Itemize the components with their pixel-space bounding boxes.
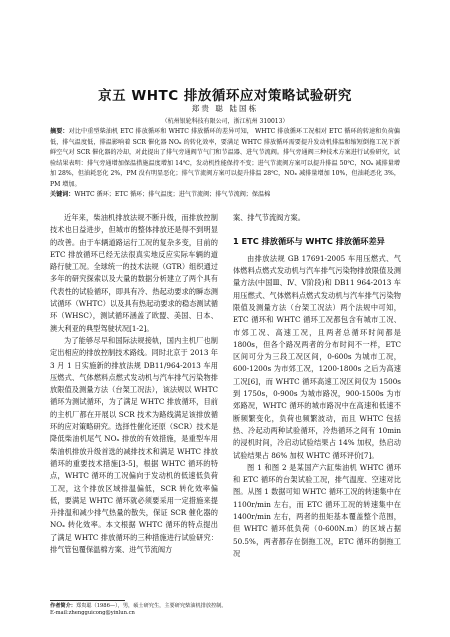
section1-paragraph-1: 由排放法规 GB 17691-2005 车用压燃式、气体燃料点燃式发动机与汽车排气污染物排放限值及测量方法(中国Ⅲ、Ⅳ、Ⅴ阶段)和 DB11 964-2013 车用压燃式、气体燃料点燃式发动机与汽车排气污染物限值及测量方法（台架工况法）两个法规中可知，ETC 循环和 WHTC 循环工况都包含有城市工况、市郊工况、高速工况，且两者总循环时间都是 1800s，但各个路况两者的分布时间不一样，ETC 区间可分为三段工况区间，0-600s 为城市工况，600-1200s 为市郊工况，1200-1800s 之后为高速工况[6]，而 WHTC 循环高速工况区间仅为 1500s 到 1750s，0-900s 为城市路况，900-1500s 为市郊路况，WHTC 循环的城市路况中在高速和低速不断频繁变化，负荷也频繁波动，而且 WHTC 包括热、冷起动两种试验循环，冷热循环之间有 10min 的浸机时间，冷启动试验结果占 14% 加权，热启动试验结果占 86% 加权 WHTC 循环评价[7]。 (233, 253, 401, 460)
paper-affiliation: （杭州银轮科技有限公司，浙江杭州 310013） (161, 118, 289, 125)
intro-continuation: 案、排气节流阀方案。 (233, 213, 305, 222)
intro-paragraph-2: 为了能够尽早和国际法规接轨，国内主机厂也制定出相应的排放控制技术路线。同时北京于 2013 年 3 月 1 日实施新的排放法规 DB11/964-2013 车用压燃式、气体燃料点燃式发动机与汽车排气污染物排放限值及测量方法（台架工况法），该法规以 WHTC 循环为测试循环，为了满足 WHTC 排放循环，目前的主机厂都在开展以 SCR 技术为路线满足该排放循环的应对策略研究。选择性催化还原（SCR）技术是降低柴油机尾气 NOₓ 排放的有效措施，是重型车用柴油机排放升级首选的减排技术和满足 WHTC 排放循环的重要技术措施[3-5]，根据 WHTC 循环的特点，WHTC 循环的工况偏向于发动机的低速低负荷工况，这个排放区域排温偏低，SCR 转化效率偏低，要满足 WHTC 循环就必须要采用一定措施来提升排温和减少排气热量的散失，保证 SCR 催化器的 NOₓ 转化效率。本文根据 WHTC 循环的特点提出了满足 WHTC 排放循环的三种措施进行试验研究：排气管包覆保温棉方案、进气节流阀方 (50, 335, 218, 555)
left-column (50, 212, 218, 556)
keywords-paragraph (50, 190, 400, 201)
abstract-paragraph (50, 127, 400, 190)
abstract-text: 对比中重型柴油机 ETC 排放循环和 WHTC 排放循环的差异可知， WHTC 排放循环工况相对 ETC 循环的转速和负荷偏低，排气温度低，排温影响着 SCR 催化器 NOₓ 的转化效率，要满足 WHTC 排放循环需要提升发动机排温和缩短倒拖工况下新鲜空气对 SCR 催化器的冷却，对此提出了排气旁通阀节气门和节温器、进气节流阀。排气旁通阀三种技术方案进行试验研究，试验结果表明：排气旁通增加保温措施温度增加 14℃，发动机性能保持不变；进气节流阀方案可以提升排温 50℃，NOₓ 减排量增加 28%，但油耗恶化 2%，PM 没有明显恶化；排气节流阀方案可以提升排温 28℃，NOₓ 减排量增加 10%，但油耗恶化 3%，PM 增加。 (50, 128, 401, 188)
intro-paragraph-1: 近年来，柴油机排放法规不断升级，而排放控制技术也日益进步，但城市的整体排放还是得不到明显的改善。由于车辆道路运行工况的复杂多变，目前的 ETC 排放循环已经无法很真实地反应实际车辆的道路行驶工况。全球统一的技术法规（GTR）组织通过多年的研究探索以及大量的数据分析建立了两个具有代表性的试验循环，即具有冷、热起动要求的瞬态测试循环（WHTC）以及具有热起动要求的稳态测试循环（WHSC），测试循环涵盖了欧盟、美国、日本、澳大利亚的典型驾驶状况[1-2]。 (50, 213, 218, 333)
keywords-label: 关键词： (50, 191, 75, 198)
paper-authors: 郑贵 聪 陆国栋 (191, 104, 259, 113)
paper-title: 京五 WHTC 排放循环应对策略试验研究 (98, 88, 352, 104)
footnote-author-info: 郑贵聪（1986—），男，硕士研究生，主要研究柴油机排放控制。 (75, 603, 227, 609)
abstract-label: 摘要： (50, 128, 69, 135)
right-column (233, 212, 401, 560)
section-heading-1: 1 ETC 排放循环与 WHTC 排放循环差异 (233, 236, 385, 247)
footnote-email: E-mail:zhengguicong@yinlun.cn (50, 610, 135, 617)
footnote-label: 作者简介： (50, 603, 76, 609)
footnote-divider (50, 600, 125, 601)
abstract-block (50, 127, 400, 201)
keywords-text: WHTC 循环；ETC 循环；排气温度；进气节流阀；排气节流阀；保温棉 (74, 191, 271, 198)
section1-paragraph-2: 图 1 和图 2 是某国产六缸柴油机 WHTC 循环和 ETC 循环的台架试验工况，排气温度、空速对比图。从图 1 数据可知 WHTC 循环工况的转速集中在 1100r/min 左右，而 ETC 循环工况的转速集中在 1400r/min 左右，两者的扭矩基本覆盖整个范围，但 WHTC 循环低负荷（0-600N.m）的区域占据 50.5%，两者都存在倒拖工况，ETC 循环的倒拖工况 (233, 462, 401, 558)
author-footnote (50, 603, 350, 618)
